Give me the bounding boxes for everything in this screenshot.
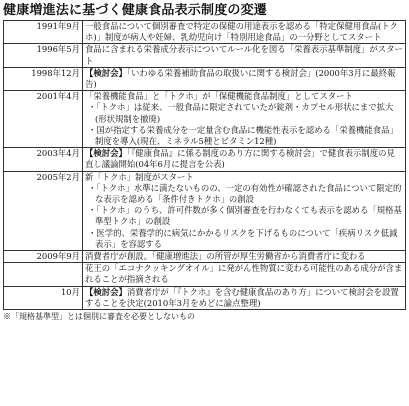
row-description — [83, 91, 406, 148]
timeline-row — [4, 251, 406, 263]
timeline-row — [4, 171, 406, 250]
timeline-row — [4, 21, 406, 44]
row-description — [83, 251, 406, 263]
document-title: 健康増進法に基づく健康食品表示制度の変遷 — [3, 3, 268, 18]
study-group-tag: 【検討会】 — [85, 148, 127, 159]
row-date: 2009年9月 — [4, 251, 83, 263]
row-date: 2005年2月 — [4, 171, 83, 250]
row-bullet: ・国が指定する栄養成分を一定量含む食品に機能性表示を認める「栄養機能食品」制度を導入(現在、ミネラル5種とビタミン12種) — [88, 124, 398, 147]
row-bullet: ・「トクホ」は従来、一般食品に限定されていたが錠剤・カプセル形状にまで拡大(形状規制を撤廃) — [88, 102, 394, 124]
row-line: 食品に含まれる栄養成分表示についてルール化を図る「栄養表示基準制度」がスタート — [85, 44, 403, 66]
row-text — [85, 68, 403, 90]
row-text — [85, 251, 403, 262]
timeline-row — [4, 286, 406, 309]
row-text — [85, 263, 403, 285]
row-text — [85, 148, 403, 170]
row-line: 「栄養機能食品」と「トクホ」が「保健機能食品制度」としてスタート — [85, 91, 353, 102]
row-date: 1991年9月 — [4, 21, 83, 44]
row-date: 10月 — [4, 286, 83, 309]
row-description — [83, 286, 406, 309]
footnote: ※「規格基準型」とは個別に審査を必要としないもの — [3, 312, 195, 322]
row-line: 新「トクホ」制度がスタート — [85, 171, 194, 182]
row-date: 2001年4月 — [4, 91, 83, 148]
row-line: 消費者庁が創設。「健康増進法」の所管が厚生労働省から消費者庁に変わる — [85, 251, 366, 262]
row-description — [83, 67, 406, 90]
row-date: 2003年4月 — [4, 148, 83, 171]
row-text — [85, 91, 403, 102]
row-bullet: ・「トクホ」のうち、許可件数が多く個別審査を行わなくても表示を認める「規格基準型トクホ」の創設 — [88, 205, 402, 227]
timeline-row — [4, 148, 406, 171]
row-bullet: ・医学的、栄養学的に病気にかかるリスクを下げるものについて「疾病リスク低減表示」を容認する — [88, 227, 398, 249]
timeline-row — [4, 263, 406, 286]
row-description — [83, 21, 406, 44]
row-description — [83, 44, 406, 67]
row-date — [4, 263, 83, 286]
row-description — [83, 263, 406, 286]
row-date: 1998年12月 — [4, 67, 83, 90]
row-date: 1996年5月 — [4, 44, 83, 67]
study-group-tag: 【検討会】 — [85, 286, 127, 297]
row-line: 「『健康食品』に係る制度のあり方に関する検討会」で健食表示制度の見直し議論開始(04年6月に提言を公表) — [85, 148, 395, 170]
row-text — [85, 44, 403, 66]
timeline-body — [4, 21, 406, 310]
timeline-row — [4, 44, 406, 67]
row-text — [85, 21, 403, 43]
row-text — [85, 172, 403, 183]
timeline-table — [3, 20, 406, 310]
study-group-tag: 【検討会】 — [85, 67, 127, 78]
row-description — [83, 148, 406, 171]
row-line: 一般食品について個別審査で特定の保健の用途表示を認める「特定保健用食品(トクホ)」制度が病人や妊婦、乳幼児向け「特別用途食品」の一分野としてスタート — [85, 21, 398, 43]
row-bullet: ・「トクホ」水準に満たないものの、一定の有効性が確認された食品について限定的な表示を認める「条件付きトクホ」の創設 — [88, 182, 402, 205]
row-text — [85, 287, 403, 309]
row-line: 花王の「エコナクッキングオイル」に発がん性物質に変わる可能性のある成分が含まれることが指摘される — [85, 263, 403, 285]
timeline-row — [4, 67, 406, 90]
row-line: 「いわゆる栄養補助食品の取扱いに関する検討会」(2000年3月に最終報告) — [85, 67, 396, 90]
timeline-row — [4, 91, 406, 148]
row-line: 消費者庁が「『トクホ』を含む健康食品のあり方」について検討会を設置することを決定(2010年3月をめどに論点整理) — [85, 286, 399, 308]
row-description — [83, 171, 406, 250]
